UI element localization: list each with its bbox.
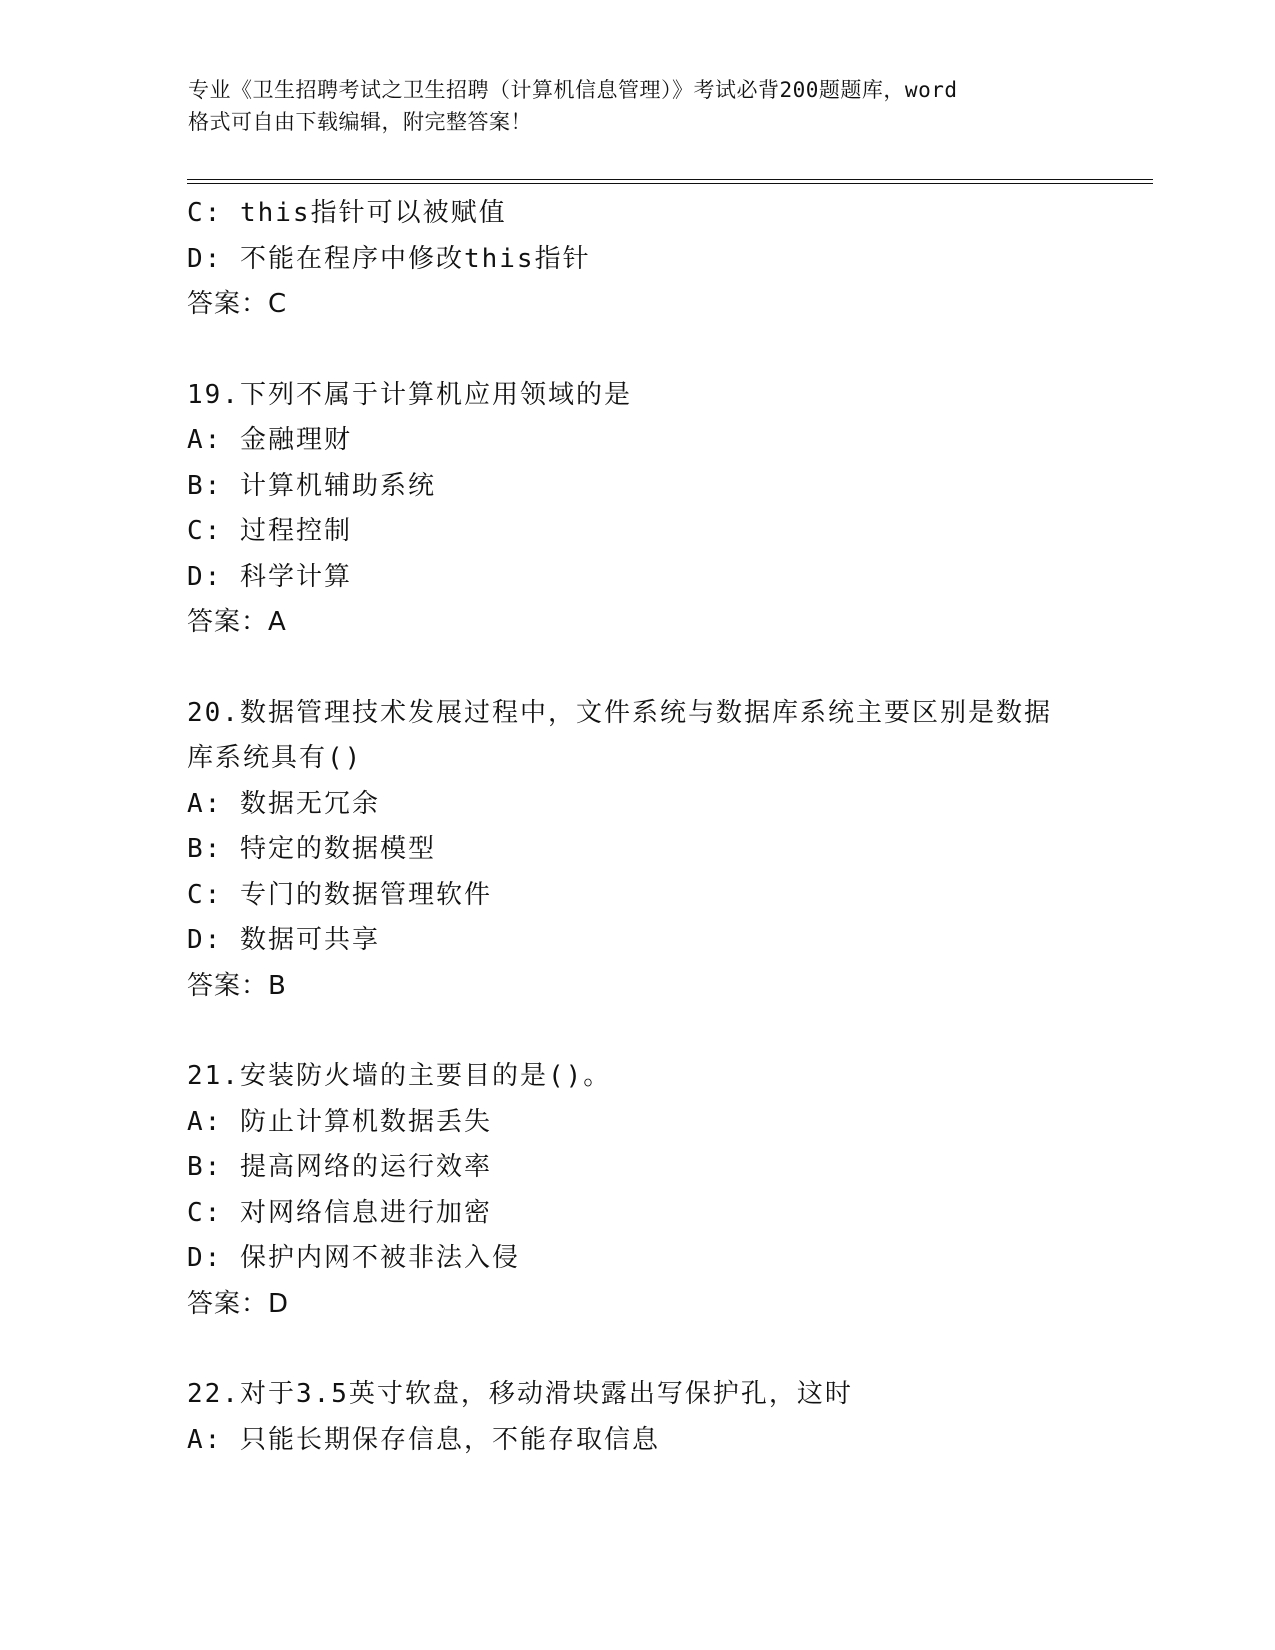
question-19 <box>187 373 1087 646</box>
carryover-question <box>187 191 1087 328</box>
option-d: D: 保护内网不被非法入侵 <box>187 1243 520 1273</box>
question-content <box>187 191 1087 1463</box>
header-divider-bottom <box>187 183 1153 184</box>
answer-line: 答案：C <box>187 289 288 319</box>
answer-line: 答案：B <box>187 970 287 1001</box>
question-22 <box>187 1372 1087 1463</box>
answer-line: 答案：A <box>187 607 287 637</box>
option-b: B: 计算机辅助系统 <box>187 470 436 501</box>
option-b: B: 提高网络的运行效率 <box>187 1152 492 1182</box>
option-d: D: 科学计算 <box>187 561 352 592</box>
document-header <box>188 74 1088 138</box>
option-d: D: 不能在程序中修改this指针 <box>187 243 591 274</box>
question-21 <box>187 1054 1087 1327</box>
question-text: 19.下列不属于计算机应用领域的是 <box>187 379 632 410</box>
option-a: A: 防止计算机数据丢失 <box>187 1106 492 1137</box>
option-d: D: 数据可共享 <box>187 925 380 955</box>
option-b: B: 特定的数据模型 <box>187 834 436 864</box>
question-text: 22.对于3.5英寸软盘，移动滑块露出写保护孔，这时 <box>187 1379 853 1409</box>
option-a: A: 数据无冗余 <box>187 788 380 819</box>
header-divider-top <box>187 179 1153 180</box>
header-line-1: 专业《卫生招聘考试之卫生招聘（计算机信息管理）》考试必背200题题库，word <box>188 78 958 102</box>
option-a: A: 金融理财 <box>187 425 352 455</box>
option-c: C: 对网络信息进行加密 <box>187 1197 492 1228</box>
question-20 <box>187 691 1087 1010</box>
option-a: A: 只能长期保存信息，不能存取信息 <box>187 1424 660 1455</box>
answer-line: 答案：D <box>187 1288 290 1319</box>
question-text: 20.数据管理技术发展过程中，文件系统与数据库系统主要区别是数据 <box>187 697 1052 728</box>
question-text-continued: 库系统具有() <box>187 743 363 773</box>
option-c: C: 专门的数据管理软件 <box>187 879 492 910</box>
header-line-2: 格式可自由下载编辑，附完整答案！ <box>188 110 532 134</box>
option-c: C: 过程控制 <box>187 516 352 546</box>
question-text: 21.安装防火墙的主要目的是()。 <box>187 1061 612 1091</box>
option-c: C: this指针可以被赋值 <box>187 198 507 228</box>
